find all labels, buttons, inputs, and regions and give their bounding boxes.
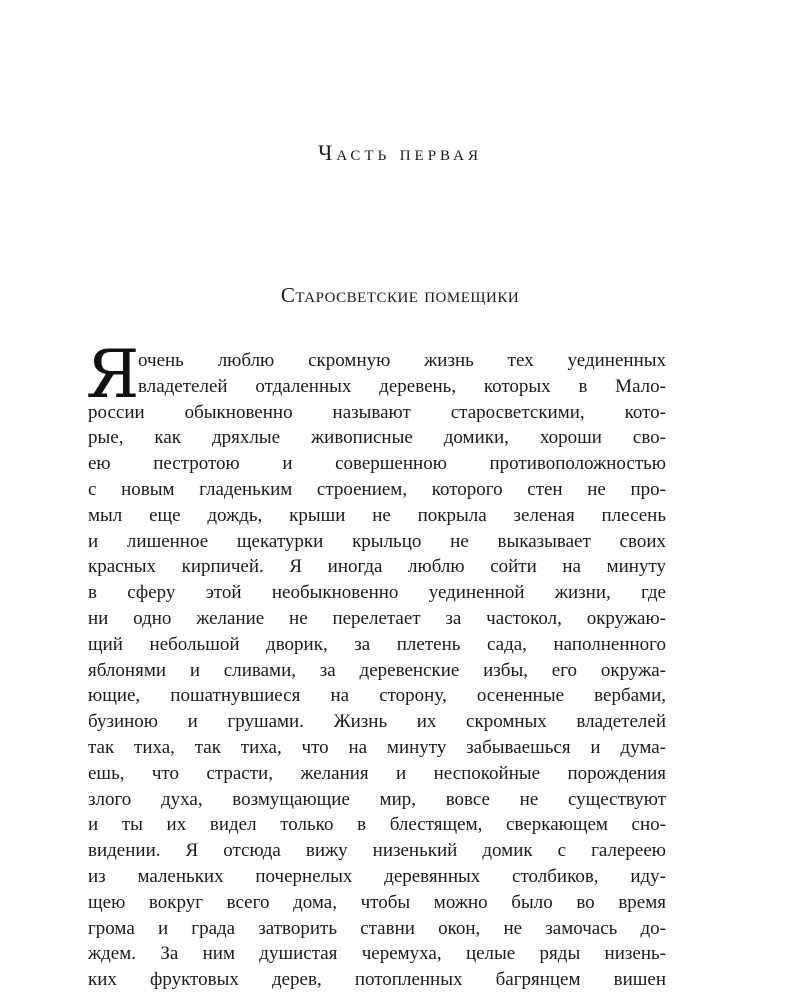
text-line: рые, как дряхлые живописные домики, хороши сво- <box>88 427 666 449</box>
text-line: мыл еще дождь, крыши не покрыла зеленая плесень <box>88 504 666 526</box>
text-line: видении. Я отсюда вижу низенький домик с галереею <box>88 840 666 862</box>
text-line: грома и града затворить ставни окон, не замочась до- <box>88 917 666 939</box>
text-line: бузиною и грушами. Жизнь их скромных владетелей <box>88 711 666 733</box>
text-line: в сферу этой необыкновенно уединенной жизни, где <box>88 582 666 604</box>
text-line: злого духа, возмущающие мир, вовсе не существуют <box>88 788 666 810</box>
text-line: ждем. За ним душистая черемуха, целые ряды низень- <box>88 943 666 965</box>
text-line: ешь, что страсти, желания и неспокойные порождения <box>88 762 666 784</box>
text-line: владетелей отдаленных деревень, которых в Мало- <box>138 375 666 397</box>
text-line: ни одно желание не перелетает за частокол, окружаю- <box>88 607 666 629</box>
text-line: так тиха, так тиха, что на минуту забываешься и дума- <box>88 736 666 758</box>
text-line: и ты их видел только в блестящем, сверкающем сно- <box>88 814 666 836</box>
text-line: из маленьких почернелых деревянных столбиков, иду- <box>88 865 666 887</box>
story-title: Старосветские помещики <box>280 283 520 307</box>
text-line: красных кирпичей. Я иногда люблю сойти на минуту <box>88 556 666 578</box>
text-line: очень люблю скромную жизнь тех уединенных <box>138 350 666 371</box>
body-text <box>86 336 666 993</box>
text-line: ею пестротою и совершенною противоположностью <box>88 453 666 475</box>
text-line: россии обыкновенно называют старосветскими, кото- <box>88 401 666 423</box>
text-line: ких фруктовых дерев, потопленных багрянцем вишен <box>88 969 666 991</box>
text-line: яблонями и сливами, за деревенские избы, его окружа- <box>88 659 666 681</box>
text-line: с новым гладеньким строением, которого стен не про- <box>88 478 666 500</box>
text-line: ющие, пошатнувшиеся на сторону, осененные вербами, <box>88 685 666 707</box>
part-title: Часть первая <box>318 140 482 165</box>
drop-cap: Я <box>86 336 140 413</box>
text-line: щий небольшой дворик, за плетень сада, наполненного <box>88 633 666 655</box>
text-line: и лишенное щекатурки крыльцо не выказывает своих <box>88 530 666 552</box>
text-line: щею вокруг всего дома, чтобы можно было во время <box>88 891 666 913</box>
